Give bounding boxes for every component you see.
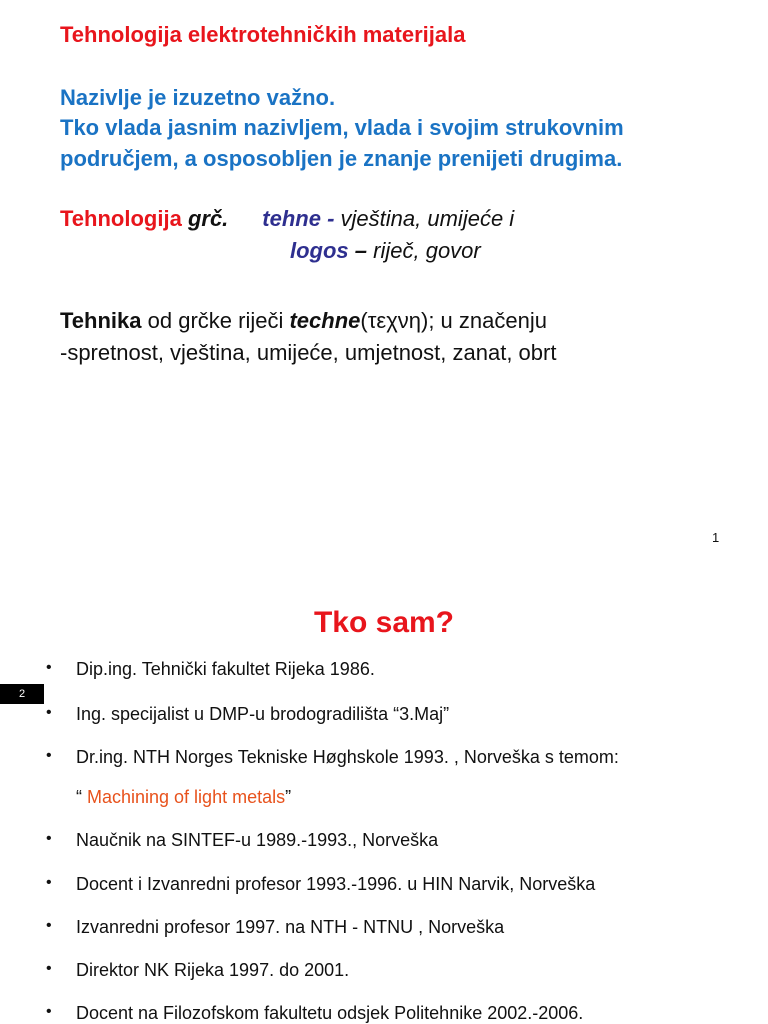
list-item: Izvanredni profesor 1997. na NTH - NTNU , Norveška — [76, 917, 505, 937]
tehnika-term: Tehnika — [60, 308, 142, 333]
intro-line-2: Tko vlada jasnim nazivljem, vlada i svojim strukovnim — [60, 115, 624, 140]
tehnika-line-1 — [60, 308, 547, 334]
bullet-icon: • — [46, 917, 52, 934]
intro-line-3: područjem, a osposobljen je znanje prenijeti drugima. — [60, 146, 623, 171]
etymology-term: Tehnologija — [60, 206, 182, 231]
thesis-close-quote: ” — [285, 787, 292, 807]
bullet-icon: • — [46, 659, 52, 676]
thesis-open-quote: “ — [76, 787, 87, 807]
etymology-line-1 — [60, 206, 514, 232]
list-item: Docent na Filozofskom fakultetu odsjek Politehnike 2002.-2006. — [76, 1003, 584, 1023]
slide1-title: Tehnologija elektrotehničkih materijala — [60, 22, 466, 47]
list-item: Naučnik na SINTEF-u 1989.-1993., Norveška — [76, 830, 439, 850]
etymology-logos: logos — [290, 238, 349, 263]
list-item: Dip.ing. Tehnički fakultet Rijeka 1986. — [76, 659, 375, 679]
etymology-lang: grč. — [187, 206, 229, 231]
list-item: Ing. specijalist u DMP-u brodogradilišta “3.Maj” — [76, 704, 450, 724]
thesis-line — [76, 787, 291, 808]
etymology-line-2 — [290, 238, 481, 264]
intro-line-1: Nazivlje je izuzetno važno. — [60, 85, 336, 110]
etymology-logos-meaning: riječ, govor — [373, 238, 481, 263]
tehnika-text-b: (τεχνη); u značenju — [360, 308, 547, 333]
etymology-sep-2: – — [348, 238, 374, 263]
list-item: Docent i Izvanredni profesor 1993.-1996. u HIN Narvik, Norveška — [76, 874, 596, 894]
slide-number-badge: 2 — [0, 684, 44, 704]
etymology-sep-1: - — [320, 206, 341, 231]
list-item: Direktor NK Rijeka 1997. do 2001. — [76, 960, 350, 980]
bullet-icon: • — [46, 960, 52, 977]
bullet-icon: • — [46, 830, 52, 847]
page-number: 1 — [712, 530, 720, 545]
list-item: Dr.ing. NTH Norges Tekniske Høghskole 1993. , Norveška s temom: — [76, 747, 619, 767]
tehnika-text-a: od grčke riječi — [141, 308, 290, 333]
bullet-icon: • — [46, 1003, 52, 1020]
etymology-tehne: tehne — [262, 206, 321, 231]
etymology-tehne-meaning: vještina, umijeće i — [340, 206, 515, 231]
slide2-title: Tko sam? — [313, 606, 455, 639]
tehnika-line-2: -spretnost, vještina, umijeće, umjetnost, zanat, obrt — [60, 340, 557, 365]
bullet-icon: • — [46, 874, 52, 891]
tehnika-word: techne — [289, 308, 361, 333]
thesis-title: Machining of light metals — [87, 787, 286, 807]
bullet-icon: • — [46, 747, 52, 764]
bullet-icon: • — [46, 704, 52, 721]
